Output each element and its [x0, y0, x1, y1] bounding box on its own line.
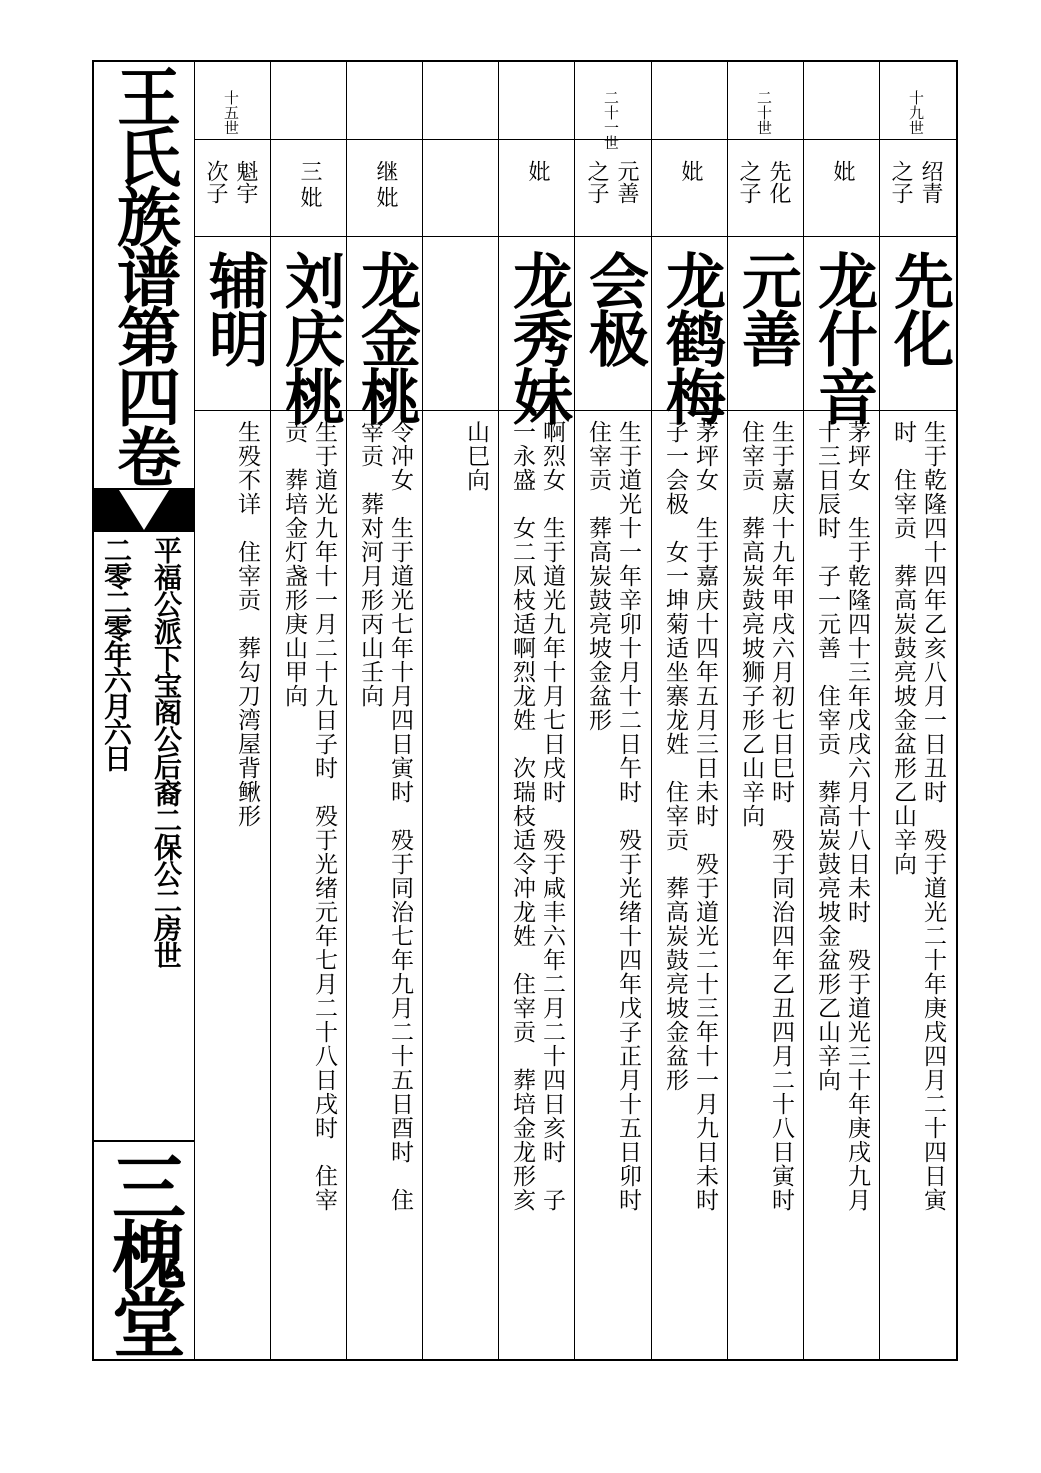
relation-text: 之子	[584, 160, 609, 204]
column-divider	[498, 60, 499, 1361]
hall-name: 三槐堂	[100, 1149, 186, 1353]
relation-text: 先化	[766, 160, 791, 204]
generation-label: 十五世	[222, 90, 240, 135]
person-name: 龙什音	[808, 250, 878, 424]
relation-text: 妣	[373, 186, 398, 208]
row-divider-generation	[194, 139, 958, 140]
biography-line: 住宰贡 葬高炭鼓亮坡金盆形	[585, 420, 611, 732]
biography-line: 啊烈女 生于道光九年十月七日戌时 殁于咸丰六年二月二十四日亥时 子	[539, 420, 565, 1212]
generation-label: 二十世	[755, 90, 773, 135]
relation-text: 元善	[614, 160, 639, 204]
relation-text: 继	[373, 160, 398, 182]
person-name: 先化	[884, 250, 954, 366]
biography-line: 住宰贡 葬高炭鼓亮坡狮子形乙山辛向	[738, 420, 764, 828]
person-name: 龙鹤梅	[656, 250, 726, 424]
person-name: 会极	[579, 250, 649, 366]
relation-text: 妣	[525, 160, 550, 182]
biography-line: 生于道光九年十一月二十九日子时 殁于光绪元年七月二十八日戌时 住宰	[311, 420, 337, 1212]
biography-line: 子一会极 女一坤菊适坐寨龙姓 住宰贡 葬高炭鼓亮坡金盆形	[662, 420, 688, 1092]
relation-text: 次子	[203, 160, 228, 204]
biography-line: 茅坪女 生于嘉庆十四年五月三日未时 殁于道光二十三年十一月九日未时	[692, 420, 718, 1212]
relation-text: 妣	[830, 160, 855, 182]
biography-line: 生于乾隆四十四年乙亥八月一日丑时 殁于道光二十年庚戌四月二十四日寅	[920, 420, 946, 1212]
compile-date: 二零二零年六月六日	[100, 536, 133, 770]
person-name: 辅明	[199, 250, 269, 366]
biography-line: 生于嘉庆十九年甲戌六月初七日巳时 殁于同治四年乙丑四月二十八日寅时	[768, 420, 794, 1212]
relation-text: 之子	[888, 160, 913, 204]
biography-line: 生殁不详 住宰贡 葬勾刀湾屋背鳅形	[234, 420, 260, 828]
biography-line: 一永盛 女二凤枝适啊烈龙姓 次瑞枝适令冲龙姓 住宰贡 葬培金龙形亥	[509, 420, 535, 1212]
book-title: 王氏族谱第四卷	[106, 64, 181, 484]
relation-text: 魁宇	[233, 160, 258, 204]
margin-divider	[194, 60, 195, 1361]
row-divider-relation	[194, 236, 958, 237]
person-name: 龙金桃	[351, 250, 421, 424]
lineage-line: 平福公派下宝阁公后裔二保公二房世	[150, 536, 183, 968]
biography-line: 山巳向	[463, 420, 489, 492]
generation-label: 十九世	[907, 90, 925, 135]
biography-line: 茅坪女 生于乾隆四十三年戊戌六月十八日未时 殁于道光三十年庚戌九月	[844, 420, 870, 1212]
biography-line: 时 住宰贡 葬高炭鼓亮坡金盆形乙山辛向	[890, 420, 916, 876]
generation-label: 二十一世	[602, 90, 620, 150]
relation-text: 妣	[678, 160, 703, 182]
relation-text: 三	[297, 160, 322, 182]
title-band-notch	[119, 490, 169, 530]
hall-separator	[93, 1140, 194, 1142]
relation-text: 绍青	[918, 160, 943, 204]
person-name: 龙秀妹	[503, 250, 573, 424]
person-name: 元善	[732, 250, 802, 366]
biography-line: 生于道光十一年辛卯十月十二日午时 殁于光绪十四年戊子正月十五日卯时	[615, 420, 641, 1212]
biography-line: 宰贡 葬对河月形丙山壬向	[357, 420, 383, 708]
relation-text: 之子	[736, 160, 761, 204]
person-name: 刘庆桃	[275, 250, 345, 424]
biography-line: 贡 葬培金灯盏形庚山甲向	[281, 420, 307, 708]
biography-line: 十三日辰时 子一元善 住宰贡 葬高炭鼓亮坡金盆形乙山辛向	[814, 420, 840, 1092]
relation-text: 妣	[297, 186, 322, 208]
biography-line: 令冲女 生于道光七年十月四日寅时 殁于同治七年九月二十五日酉时 住	[387, 420, 413, 1212]
